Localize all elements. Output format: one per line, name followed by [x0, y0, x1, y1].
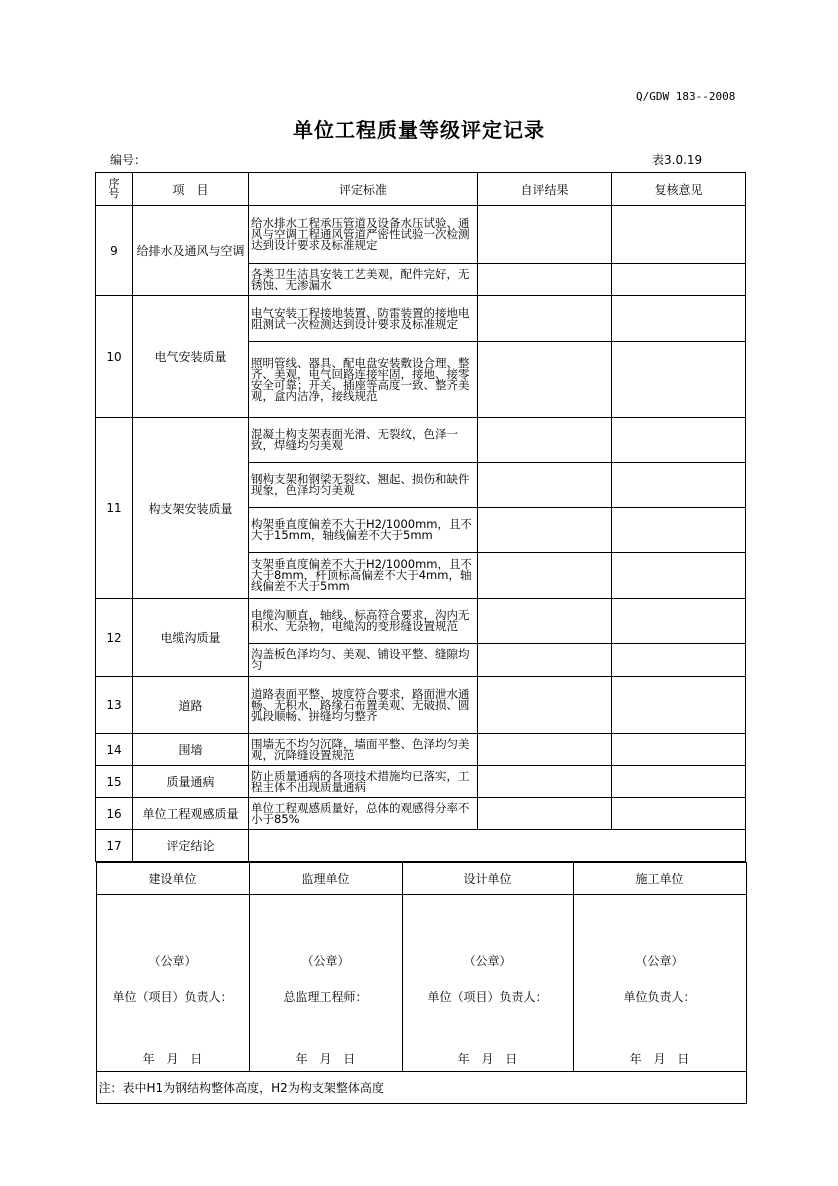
table-row: [96, 734, 746, 766]
self-result-cell[interactable]: [478, 644, 612, 677]
row-item: 单位工程观感质量: [133, 798, 249, 830]
header-standard: 评定标准: [249, 173, 478, 206]
row-item: 围墙: [133, 734, 249, 766]
conclusion-row: [96, 830, 746, 862]
table-row: [96, 296, 746, 342]
date-label: 年 月 日: [457, 1052, 518, 1066]
table-row: [96, 599, 746, 644]
conclusion-seq: 17: [96, 830, 133, 862]
signer-label: 单位（项目）负责人：: [112, 990, 233, 1004]
row-seq: 13: [96, 677, 133, 734]
row-item: 电缆沟质量: [133, 599, 249, 677]
seal-label: （公章）: [463, 954, 512, 968]
review-cell[interactable]: [612, 599, 746, 644]
standard-number: Q/GDW 183--2008: [636, 90, 736, 103]
unit-name: 监理单位: [249, 863, 402, 895]
row-seq: 11: [96, 418, 133, 599]
conclusion-label: 评定结论: [133, 830, 249, 862]
header-item: 项 目: [133, 173, 249, 206]
row-standard: 单位工程观感质量好，总体的观感得分率不小于85%: [249, 798, 478, 830]
review-cell[interactable]: [612, 264, 746, 296]
date-label: 年 月 日: [142, 1052, 203, 1066]
review-cell[interactable]: [612, 798, 746, 830]
row-standard: 给水排水工程承压管道及设备水压试验、通风与空调工程通风管道严密性试验一次检测达到设计要求及标准规定: [249, 206, 478, 264]
page-title: 单位工程质量等级评定记录: [293, 118, 545, 142]
self-result-cell[interactable]: [478, 342, 612, 418]
self-result-cell[interactable]: [478, 463, 612, 508]
self-result-cell[interactable]: [478, 599, 612, 644]
row-standard: 照明管线、器具、配电盘安装敷设合理、整齐、美观，电气回路连接牢固，接地、接零安全可靠；开关、插座等高度一致、整齐美观，盒内洁净，接线规范: [249, 342, 478, 418]
date-label: 年 月 日: [295, 1052, 356, 1066]
signature-area: [96, 862, 746, 1105]
unit-name: 设计单位: [402, 863, 573, 895]
row-standard: 各类卫生洁具安装工艺美观，配件完好，无锈蚀、无渗漏水: [249, 264, 478, 296]
row-standard: 钢构支架和钢梁无裂纹、翘起、损伤和缺件现象，色泽均匀美观: [249, 463, 478, 508]
review-cell[interactable]: [612, 342, 746, 418]
evaluation-table: [95, 172, 746, 1104]
review-cell[interactable]: [612, 463, 746, 508]
table-row: [96, 798, 746, 830]
row-seq: 12: [96, 599, 133, 677]
table-row: [96, 766, 746, 798]
row-seq: 9: [96, 206, 133, 296]
row-item: 道路: [133, 677, 249, 734]
self-result-cell[interactable]: [478, 798, 612, 830]
self-result-cell[interactable]: [478, 734, 612, 766]
row-standard: 构架垂直度偏差不大于H2/1000mm，且不大于15mm，轴线偏差不大于5mm: [249, 508, 478, 553]
review-cell[interactable]: [612, 766, 746, 798]
signer-label: 单位（项目）负责人：: [427, 990, 548, 1004]
header-self: 自评结果: [478, 173, 612, 206]
self-result-cell[interactable]: [478, 677, 612, 734]
row-item: 给排水及通风与空调: [133, 206, 249, 296]
row-standard: 混凝土构支架表面光滑、无裂纹，色泽一致，焊缝均匀美观: [249, 418, 478, 463]
row-item: 构支架安装质量: [133, 418, 249, 599]
row-item: 电气安装质量: [133, 296, 249, 418]
review-cell[interactable]: [612, 677, 746, 734]
unit-name: 施工单位: [573, 863, 746, 895]
conclusion-cell[interactable]: [249, 830, 746, 862]
review-cell[interactable]: [612, 418, 746, 463]
self-result-cell[interactable]: [478, 508, 612, 553]
header-review: 复核意见: [612, 173, 746, 206]
seal-label: （公章）: [301, 954, 350, 968]
row-standard: 道路表面平整、坡度符合要求，路面泄水通畅、无积水，路缘石布置美观、无破损、圆弧段顺畅、拼缝均匀整齐: [249, 677, 478, 734]
signature-cell[interactable]: [402, 895, 573, 1072]
seal-label: （公章）: [635, 954, 684, 968]
row-standard: 围墙无不均匀沉降，墙面平整、色泽均匀美观，沉降缝设置规范: [249, 734, 478, 766]
unit-name: 建设单位: [96, 863, 249, 895]
row-standard: 电缆沟顺直，轴线、标高符合要求，沟内无积水、无杂物，电缆沟的变形缝设置规范: [249, 599, 478, 644]
code-label: 编号：: [110, 153, 147, 167]
signature-cell[interactable]: [573, 895, 746, 1072]
row-item: 质量通病: [133, 766, 249, 798]
header-seq: 序号: [96, 173, 133, 206]
signature-cell[interactable]: [96, 895, 249, 1072]
self-result-cell[interactable]: [478, 206, 612, 264]
review-cell[interactable]: [612, 553, 746, 599]
self-result-cell[interactable]: [478, 553, 612, 599]
table-row: [96, 677, 746, 734]
row-seq: 14: [96, 734, 133, 766]
row-standard: 支架垂直度偏差不大于H2/1000mm，且不大于8mm，杆顶标高偏差不大于4mm，轴线偏差不大于5mm: [249, 553, 478, 599]
self-result-cell[interactable]: [478, 296, 612, 342]
seal-label: （公章）: [148, 954, 197, 968]
signature-cell[interactable]: [249, 895, 402, 1072]
row-seq: 16: [96, 798, 133, 830]
table-row: [96, 206, 746, 264]
table-note: 注：表中H1为钢结构整体高度，H2为构支架整体高度: [96, 1072, 746, 1104]
self-result-cell[interactable]: [478, 418, 612, 463]
review-cell[interactable]: [612, 296, 746, 342]
row-seq: 15: [96, 766, 133, 798]
row-standard: 沟盖板色泽均匀、美观、铺设平整、缝隙均匀: [249, 644, 478, 677]
date-label: 年 月 日: [629, 1052, 690, 1066]
row-standard: 防止质量通病的各项技术措施均已落实，工程主体不出现质量通病: [249, 766, 478, 798]
row-standard: 电气安装工程接地装置、防雷装置的接地电阻测试一次检测达到设计要求及标准规定: [249, 296, 478, 342]
header-row: [96, 173, 746, 206]
review-cell[interactable]: [612, 644, 746, 677]
review-cell[interactable]: [612, 206, 746, 264]
signer-label: 总监理工程师：: [283, 990, 368, 1004]
signer-label: 单位负责人：: [623, 990, 696, 1004]
review-cell[interactable]: [612, 734, 746, 766]
table-number: 表3.0.19: [652, 153, 703, 167]
self-result-cell[interactable]: [478, 264, 612, 296]
table-row: [96, 418, 746, 463]
row-seq: 10: [96, 296, 133, 418]
review-cell[interactable]: [612, 508, 746, 553]
self-result-cell[interactable]: [478, 766, 612, 798]
